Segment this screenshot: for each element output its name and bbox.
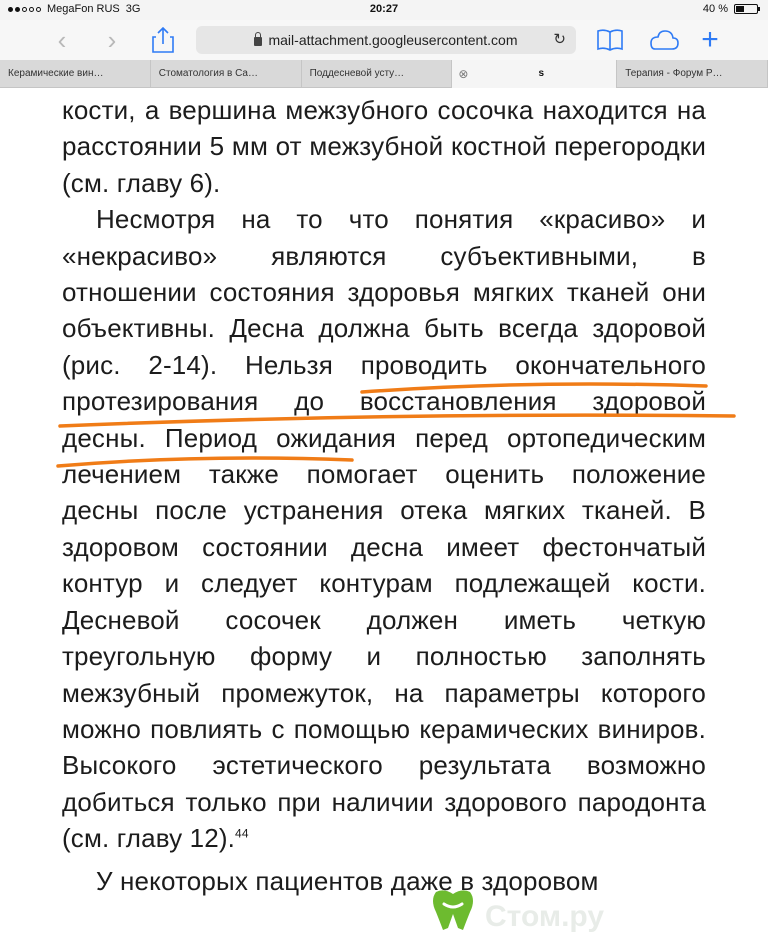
tab-2[interactable]: Стоматология в Са… xyxy=(151,60,302,88)
network-label: 3G xyxy=(125,3,141,15)
paragraph-1: кости, а вершина межзубного сосочка находится на расстоянии 5 мм от межзубной костной перегородки (см. главу 6). xyxy=(62,95,706,198)
url-text: mail-attachment.googleusercontent.com xyxy=(268,32,518,48)
battery-icon xyxy=(734,4,758,14)
clock: 20:27 xyxy=(369,3,399,15)
tooth-logo-icon xyxy=(430,888,476,932)
browser-toolbar xyxy=(0,20,768,60)
tab-5[interactable]: Терапия - Форум Р… xyxy=(617,60,768,88)
paragraph-2-start: Несмотря на то что понятия «красиво» и «некрасиво» являются субъективными, в отношении состояния здоровья мягких тканей они объективны. Десна должна быть всегда здоровой (рис. 2-14). xyxy=(62,204,706,380)
bookmarks-icon[interactable] xyxy=(596,26,624,54)
paragraph-3: У некоторых пациентов даже в здоровом xyxy=(96,865,599,896)
carrier-label: MegaFon RUS xyxy=(47,3,120,15)
tab-bar xyxy=(0,60,768,88)
address-bar[interactable] xyxy=(196,26,576,54)
status-right xyxy=(703,3,758,15)
document-text xyxy=(62,92,706,899)
new-tab-icon[interactable]: + xyxy=(701,23,719,56)
cloud-icon[interactable] xyxy=(646,26,680,54)
footnote-marker: 44 xyxy=(235,826,249,841)
tab-active-label: s xyxy=(538,68,545,79)
reload-icon[interactable]: ↻ xyxy=(553,31,566,48)
document-page[interactable] xyxy=(0,88,768,944)
tab-1[interactable]: Керамические вин… xyxy=(0,60,151,88)
highlighted-sentence: Нельзя проводить окончательного протезирования до восстановления здоровой десны xyxy=(62,349,706,453)
status-bar xyxy=(0,0,768,20)
close-tab-icon[interactable]: ⊗ xyxy=(458,67,469,81)
tab-3[interactable]: Поддесневой усту… xyxy=(302,60,453,88)
battery-percent: 40 % xyxy=(702,3,728,15)
paragraph-2-end: . Период ожидания перед ортопедическим лечением также помогает оценить положение десны после устранения отека мягких тканей. В здоровом состоянии десна имеет фестончатый контур и следует контурам подлежащей кости. Десневой сосочек должен иметь четкую треугольную форму и полностью заполнять межзубный промежуток, на параметры которого можно повлиять с помощью керамических виниров. Высокого эстетического результата возможно добиться только при наличии здорового пародонта (см. главу 12). xyxy=(62,422,706,854)
paragraph-2 xyxy=(62,201,706,856)
lock-icon xyxy=(254,37,262,46)
share-icon[interactable] xyxy=(148,26,178,54)
tab-active[interactable] xyxy=(452,60,617,88)
watermark-text: Стом.ру xyxy=(485,900,605,933)
forward-icon[interactable]: › xyxy=(107,24,117,55)
back-icon[interactable]: ‹ xyxy=(57,24,67,55)
